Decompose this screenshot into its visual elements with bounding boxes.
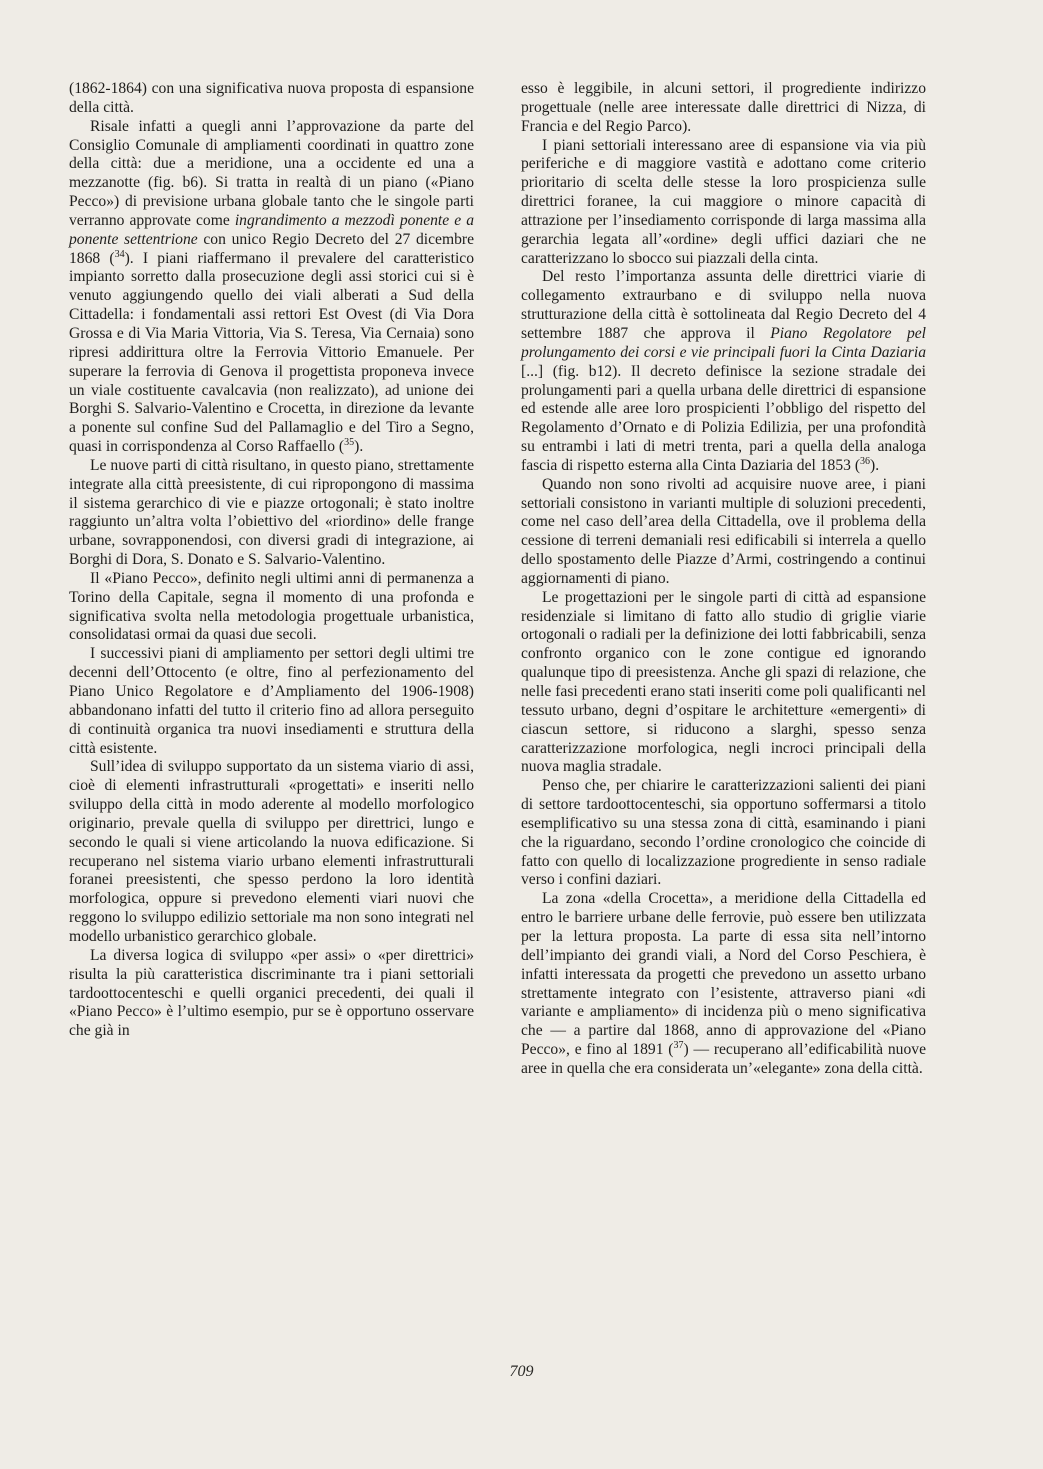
left-column-paragraph: La diversa logica di sviluppo «per assi» o «per direttrici» risulta la più caratteristica discriminante tra i piani settoriali tardoottocenteschi e quelli organici precedenti, dei quali il «Piano Pecco» è l’ultimo esempio, pur se è opportuno osservare che già in [69,946,474,1040]
right-column-paragraph: Quando non sono rivolti ad acquisire nuove aree, i piani settoriali consistono in varianti multiple di soluzioni precedenti, come nel caso dell’area della Cittadella, ove il problema della cessione di terreni demaniali resi edificabili si interrela a quello dello spostamento delle Piazze d’Armi, costringendo a continui aggiornamenti di piano. [521,475,926,587]
left-column-paragraph: I successivi piani di ampliamento per settori degli ultimi tre decenni dell’Ottocento (e oltre, fino al perfezionamento del Piano Unico Regolatore e d’Ampliamento del 1906-1908) abbandonano infatti del tutto il criterio fino ad allora perseguito di continuità organica tra nuovi insediamenti e struttura della città esistente. [69,645,474,757]
page-number: 709 [509,1363,534,1380]
left-text-column [69,80,474,1041]
left-column-paragraph: Il «Piano Pecco», definito negli ultimi anni di permanenza a Torino della Capitale, segna il momento di una profonda e significativa svolta nella metodologia progettuale urbanistica, consolidatasi ormai da quasi due secoli. [69,569,474,644]
left-column-paragraph: Sull’idea di sviluppo supportato da un sistema viario di assi, cioè di elementi infrastrutturali «progettati» e inseriti nello sviluppo della città in modo aderente al modello morfologico originario, prevale quella di sviluppo per direttrici, lungo e secondo le quali si viene articolando la nuova edificazione. Si recuperano nel sistema viario urbano elementi infrastrutturali foranei preesistenti, che spesso perdono la loro identità morfologica, oppure si prevedono elementi viari nuovi che reggono lo sviluppo edilizio settoriale ma non sono integrati nel modello urbanistico gerarchico globale. [69,758,474,945]
right-column-paragraph: esso è leggibile, in alcuni settori, il progrediente indirizzo progettuale (nelle aree interessate dalle direttrici di Nizza, di Francia e del Regio Parco). [521,80,926,135]
right-column-paragraph: Penso che, per chiarire le caratterizzazioni salienti dei piani di settore tardoottocenteschi, sia opportuno soffermarsi a titolo esemplificativo su una stessa zona di città, esaminando i piani che la riguardano, secondo l’ordine cronologico che coincide di fatto con quello di localizzazione progrediente in senso radiale verso i confini daziari. [521,777,926,889]
right-column-paragraph: Del resto l’importanza assunta delle direttrici viarie di collegamento extraurbano e di sviluppo nella nuova strutturazione della città è sottolineata dal Regio Decreto del 4 settembre 1887 che approva il Piano Regolatore pel prolungamento dei corsi e vie principali fuori la Cinta Daziaria [...] (fig. b12). Il decreto definisce la sezione stradale dei prolungamenti pari a quella urbana delle direttrici di espansione ed estende alle aree loro prospicienti l’obbligo del rispetto del Regolamento d’Ornato e di Polizia Edilizia, per una profondità su entrambi i lati di metri trenta, pari a quella della analoga fascia di rispetto esterna alla Cinta Daziaria del 1853 ($^{36}$). [521,268,926,474]
left-column-paragraph: Le nuove parti di città risultano, in questo piano, strettamente integrate alla città preesistente, di cui ripropongono di massima il sistema gerarchico di vie e piazze ortogonali; è stato inoltre raggiunto un’altra volta l’obiettivo del «riordino» delle frange urbane, sovrapponendosi, con diversi gradi di integrazione, ai Borghi di Dora, S. Donato e S. Salvario-Valentino. [69,456,474,569]
right-text-column [521,80,926,1079]
right-column-paragraph: I piani settoriali interessano aree di espansione via via più periferiche e di maggiore vastità e adottano come criterio prioritario di scelta delle stesse la loro prospicienza sulle direttrici foranee, la cui maggiore o minore capacità di attrazione per l’insediamento corrisponde di larga massima alla gerarchia legata all’«ordine» degli uffici daziari che ne caratterizzano lo sbocco sui piazzali della cinta. [521,136,926,267]
left-column-paragraph: Risale infatti a quegli anni l’approvazione da parte del Consiglio Comunale di ampliamenti coordinati in quattro zone della città: due a meridione, una a occidente ed una a mezzanotte (fig. b6). Si tratta in realtà di un piano («Piano Pecco») di previsione urbana globale tanto che le singole parti verranno approvate come ingrandimento a mezzodì ponente e a ponente settentrione con unico Regio Decreto del 27 dicembre 1868 ($^{34}$). I piani riaffermano il prevalere del caratteristico impianto sorretto dalla prosecuzione degli assi storici cui si è venuto aggiungendo quello dei viali alberati a Sud della Cittadella: i fondamentali assi rettori Est Ovest (di Via Dora Grossa e di Via Maria Vittoria, Via S. Teresa, Via Cernaia) sono ripresi addirittura oltre la Ferrovia Vittorio Emanuele. Per superare la ferrovia di Genova il progettista proponeva invece un viale costituente cavalcavia (non realizzato), ad unione dei Borghi S. Salvario-Valentino e Crocetta, in direzione da levante a ponente sul confine Sud del Pallamaglio e del Tiro a Segno, quasi in corrispondenza al Corso Raffaello ($^{35}$). [69,117,475,456]
right-column-paragraph: Le progettazioni per le singole parti di città ad espansione residenziale si limitano di fatto allo studio di griglie viarie ortogonali o radiali per la definizione dei lotti fabbricabili, senza confronto organico con le zone contigue ed ignorando qualunque tipo di preesistenza. Anche gli spazi di relazione, che nelle fasi precedenti erano stati inseriti come poli qualificanti nel tessuto urbano, degni d’ospitare le architetture «emergenti» di ciascun settore, si riducono a slarghi, spesso senza caratterizzazione morfologica, negli incroci principali della nuova maglia stradale. [521,588,926,776]
left-column-paragraph: (1862-1864) con una significativa nuova proposta di espansione della città. [69,80,474,116]
right-column-paragraph: La zona «della Crocetta», a meridione della Cittadella ed entro le barriere urbane delle ferrovie, può essere ben utilizzata per la lettura proposta. La parte di essa sita nell’intorno dell’impianto dei grandi viali, a Nord del Corso Peschiera, è infatti interessata da progetti che prevedono un assetto urbano strettamente integrato con l’esistente, attraverso piani «di variante e ampliamento» di incidenza più o meno significativa che — a partire dal 1868, anno di approvazione del «Piano Pecco», e fino al 1891 ($^{37}$) — recuperano all’edificabilità nuove aree in quella che era considerata un’«elegante» zona della città. [521,890,926,1077]
